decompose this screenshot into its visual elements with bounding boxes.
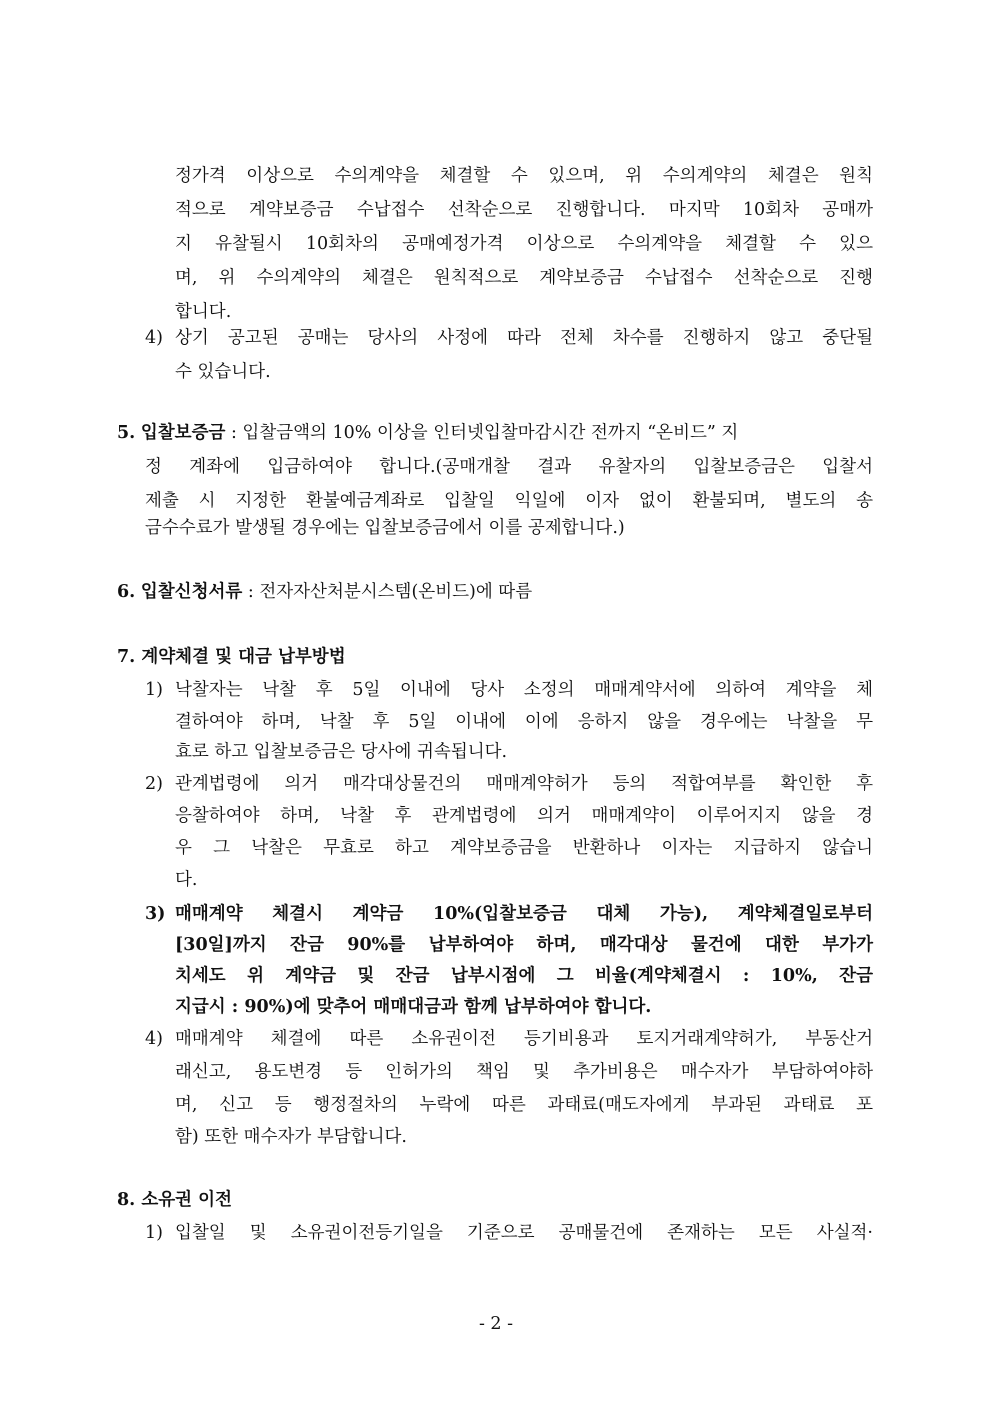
paragraph-line: 합니다. <box>175 302 232 322</box>
list-item-line: [30일]까지 잔금 90%를 납부하여야 하며, 매각대상 물건에 대한 부가가 <box>175 935 873 955</box>
section-number: 8. <box>117 1190 136 1210</box>
paragraph-line: 정가격 이상으로 수의계약을 체결할 수 있으며, 위 수의계약의 체결은 원칙 <box>175 166 873 186</box>
section-title: 계약체결 및 대금 납부방법 <box>141 647 346 667</box>
list-item-line: 결하여야 하며, 낙찰 후 5일 이내에 이에 응하지 않을 경우에는 낙찰을 무 <box>175 712 873 732</box>
list-item-line: 응찰하여야 하며, 낙찰 후 관계법령에 의거 매매계약이 이루어지지 않을 경 <box>175 806 873 826</box>
section-number: 6. <box>117 582 136 602</box>
list-number: 1) <box>145 680 163 700</box>
list-number: 4) <box>145 328 163 348</box>
section-text: : 입찰금액의 10% 이상을 인터넷입찰마감시간 전까지 “온비드” 지 <box>225 423 739 443</box>
section-heading <box>117 1188 232 1212</box>
list-item-line: 매매계약 체결시 계약금 10%(입찰보증금 대체 가능), 계약체결일로부터 <box>175 904 873 924</box>
section-title: 입찰보증금 <box>140 423 226 443</box>
list-item-line: 다. <box>175 870 198 890</box>
paragraph-line: 금수수료가 발생될 경우에는 입찰보증금에서 이를 공제합니다.) <box>145 518 625 538</box>
section-title: 입찰신청서류 <box>140 582 243 602</box>
paragraph-line: 며, 위 수의계약의 체결은 원칙적으로 계약보증금 수납접수 선착순으로 진행 <box>175 268 873 288</box>
list-item-line: 관계법령에 의거 매각대상물건의 매매계약허가 등의 적합여부를 확인한 후 <box>175 774 873 794</box>
list-item-line: 낙찰자는 낙찰 후 5일 이내에 당사 소정의 매매계약서에 의하여 계약을 체 <box>175 680 873 700</box>
list-number: 4) <box>145 1029 163 1049</box>
paragraph-line: 정 계좌에 입금하여야 합니다.(공매개찰 결과 유찰자의 입찰보증금은 입찰서 <box>145 457 873 477</box>
section-number: 5. <box>117 423 136 443</box>
list-number: 3) <box>145 904 166 924</box>
list-item-line: 수 있습니다. <box>175 362 271 382</box>
list-item-line: 치세도 위 계약금 및 잔금 납부시점에 그 비율(계약체결시 : 10%, 잔금 <box>175 966 873 986</box>
section-heading <box>117 421 873 445</box>
paragraph-line: 적으로 계약보증금 수납접수 선착순으로 진행합니다. 마지막 10회차 공매까 <box>175 200 873 220</box>
section-heading <box>117 580 532 604</box>
list-item-line: 매매계약 체결에 따른 소유권이전 등기비용과 토지거래계약허가, 부동산거 <box>175 1029 873 1049</box>
list-item-line: 효로 하고 입찰보증금은 당사에 귀속됩니다. <box>175 742 508 762</box>
list-item-line: 래신고, 용도변경 등 인허가의 책임 및 추가비용은 매수자가 부담하여야하 <box>175 1062 873 1082</box>
list-item-line: 며, 신고 등 행정절차의 누락에 따른 과태료(매도자에게 부과된 과태료 포 <box>175 1095 873 1115</box>
list-number: 1) <box>145 1223 163 1243</box>
section-title: 소유권 이전 <box>141 1190 232 1210</box>
list-item-line: 상기 공고된 공매는 당사의 사정에 따라 전체 차수를 진행하지 않고 중단될 <box>175 328 873 348</box>
list-item-line: 함) 또한 매수자가 부담합니다. <box>175 1127 407 1147</box>
list-item-line: 입찰일 및 소유권이전등기일을 기준으로 공매물건에 존재하는 모든 사실적· <box>175 1223 873 1243</box>
section-number: 7. <box>117 647 136 667</box>
paragraph-line: 제출 시 지정한 환불예금계좌로 입찰일 익일에 이자 없이 환불되며, 별도의 송 <box>145 491 873 511</box>
list-item-line: 지급시 : 90%)에 맞추어 매매대금과 함께 납부하여야 합니다. <box>175 997 652 1017</box>
section-text: : 전자자산처분시스템(온비드)에 따름 <box>242 582 533 602</box>
paragraph-line: 지 유찰될시 10회차의 공매예정가격 이상으로 수의계약을 체결할 수 있으 <box>175 234 873 254</box>
section-heading <box>117 645 346 669</box>
page-number: - 2 - <box>478 1314 514 1334</box>
list-number: 2) <box>145 774 163 794</box>
list-item-line: 우 그 낙찰은 무효로 하고 계약보증금을 반환하나 이자는 지급하지 않습니 <box>175 838 873 858</box>
